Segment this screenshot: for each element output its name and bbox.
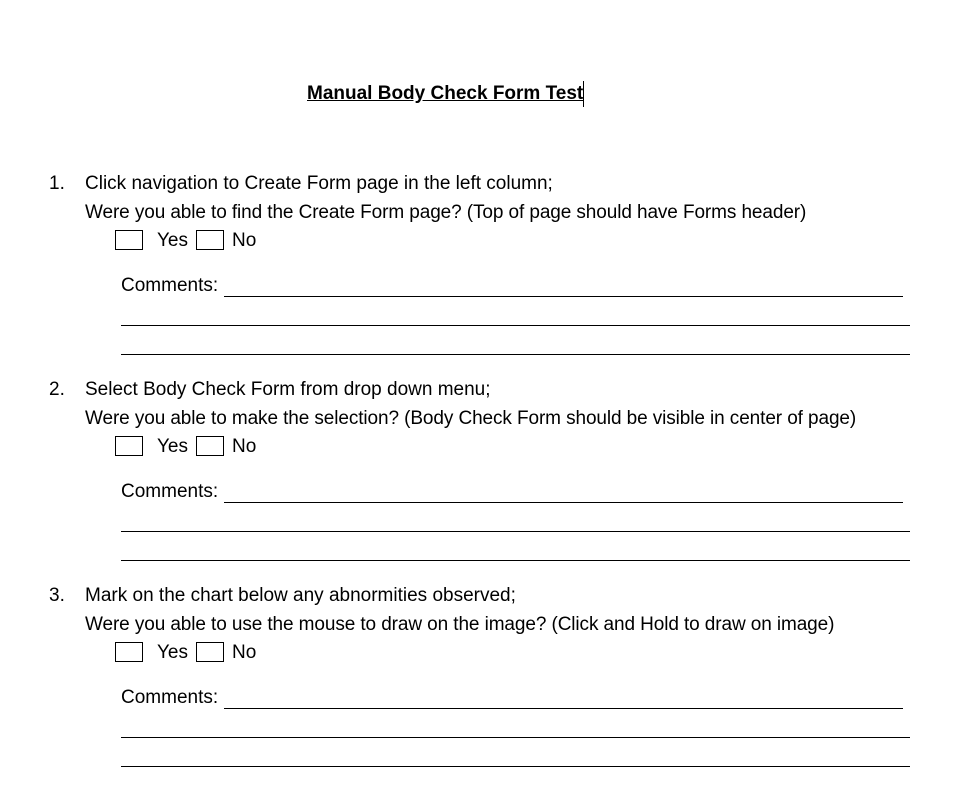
question-number: 2. — [49, 379, 65, 400]
yes-label: Yes — [157, 230, 188, 251]
yes-checkbox[interactable] — [115, 436, 143, 456]
no-checkbox[interactable] — [196, 436, 224, 456]
question-2 — [0, 378, 973, 578]
question-prompt: Were you able to use the mouse to draw on the image? (Click and Hold to draw on image) — [85, 614, 835, 635]
no-checkbox[interactable] — [196, 642, 224, 662]
yes-label: Yes — [157, 642, 188, 663]
question-number: 1. — [49, 173, 65, 194]
no-checkbox[interactable] — [196, 230, 224, 250]
no-label: No — [232, 436, 257, 457]
no-label: No — [232, 230, 257, 251]
comments-line[interactable] — [224, 708, 903, 709]
question-prompt: Were you able to make the selection? (Body Check Form should be visible in center of page) — [85, 408, 857, 429]
yes-checkbox[interactable] — [115, 230, 143, 250]
question-instruction: Select Body Check Form from drop down menu; — [85, 379, 491, 400]
question-1 — [0, 172, 973, 372]
question-instruction: Click navigation to Create Form page in the left column; — [85, 173, 553, 194]
comments-line[interactable] — [121, 531, 910, 532]
comments-line[interactable] — [121, 766, 910, 767]
comments-line[interactable] — [121, 737, 910, 738]
question-3 — [0, 584, 973, 784]
comments-label: Comments: — [121, 275, 219, 296]
yes-label: Yes — [157, 436, 188, 457]
comments-line[interactable] — [224, 502, 903, 503]
comments-label: Comments: — [121, 481, 219, 502]
comments-line[interactable] — [121, 560, 910, 561]
comments-line[interactable] — [121, 325, 910, 326]
question-number: 3. — [49, 585, 65, 606]
comments-label: Comments: — [121, 687, 219, 708]
question-prompt: Were you able to find the Create Form page? (Top of page should have Forms header) — [85, 202, 807, 223]
no-label: No — [232, 642, 257, 663]
question-instruction: Mark on the chart below any abnormities observed; — [85, 585, 516, 606]
text-cursor — [583, 81, 584, 107]
comments-line[interactable] — [121, 354, 910, 355]
page-title: Manual Body Check Form Test — [307, 83, 584, 104]
yes-checkbox[interactable] — [115, 642, 143, 662]
comments-line[interactable] — [224, 296, 903, 297]
